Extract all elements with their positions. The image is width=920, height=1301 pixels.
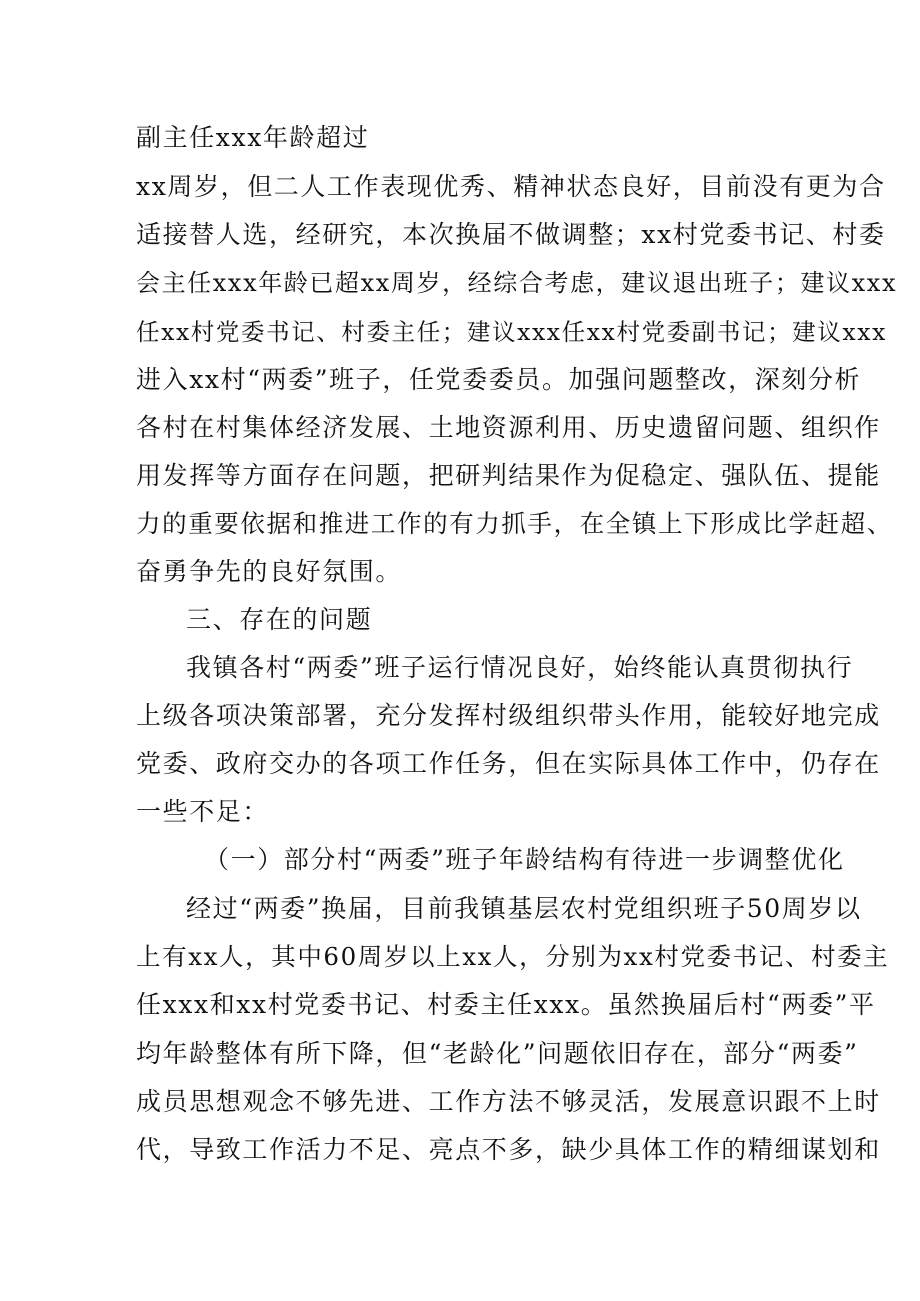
text-line: xx周岁，但二人工作表现优秀、精神状态良好，目前没有更为合 <box>136 172 886 201</box>
text-line: 适接替人选，经研究，本次换届不做调整；xx村党委书记、村委 <box>136 220 886 249</box>
text-line: 副主任xxx年龄超过 <box>136 123 370 152</box>
text-line: 我镇各村“两委”班子运行情况良好，始终能认真贯彻执行 <box>186 653 854 682</box>
text-line: 成员思想观念不够先进、工作方法不够灵活，发展意识跟不上时 <box>136 1087 881 1116</box>
text-line: 力的重要依据和推进工作的有力抓手，在全镇上下形成比学赶超、 <box>136 509 893 538</box>
text-line: 党委、政府交办的各项工作任务，但在实际具体工作中，仍存在 <box>136 749 881 778</box>
section-heading: 三、存在的问题 <box>186 605 373 634</box>
text-line: 进入xx村“两委”班子，任党委委员。加强问题整改，深刻分析 <box>136 365 862 394</box>
text-line: 奋勇争先的良好氛围。 <box>136 557 403 586</box>
text-line: 代，导致工作活力不足、亮点不多，缺少具体工作的精细谋划和 <box>136 1135 881 1164</box>
text-line: 均年龄整体有所下降，但“老龄化”问题依旧存在，部分“两委” <box>136 1039 859 1068</box>
text-line: 任xxx和xx村党委书记、村委主任xxx。虽然换届后村“两委”平 <box>136 990 876 1019</box>
text-line: 上级各项决策部署，充分发挥村级组织带头作用，能较好地完成 <box>136 701 881 730</box>
text-line: 各村在村集体经济发展、土地资源利用、历史遗留问题、组织作 <box>136 413 881 442</box>
text-line: 上有xx人，其中60周岁以上xx人，分别为xx村党委书记、村委主 <box>136 942 890 971</box>
text-line: 用发挥等方面存在问题，把研判结果作为促稳定、强队伍、提能 <box>136 461 881 490</box>
text-line: 经过“两委”换届，目前我镇基层农村党组织班子50周岁以 <box>186 894 862 923</box>
text-line: 会主任xxx年龄已超xx周岁，经综合考虑，建议退出班子；建议xxx <box>136 269 898 297</box>
text-line: 任xx村党委书记、村委主任；建议xxx任xx村党委副书记；建议xxx <box>136 318 887 346</box>
text-line: 一些不足： <box>136 797 270 826</box>
subheading: （一）部分村“两委”班子年龄结构有待进一步调整优化 <box>204 845 845 874</box>
